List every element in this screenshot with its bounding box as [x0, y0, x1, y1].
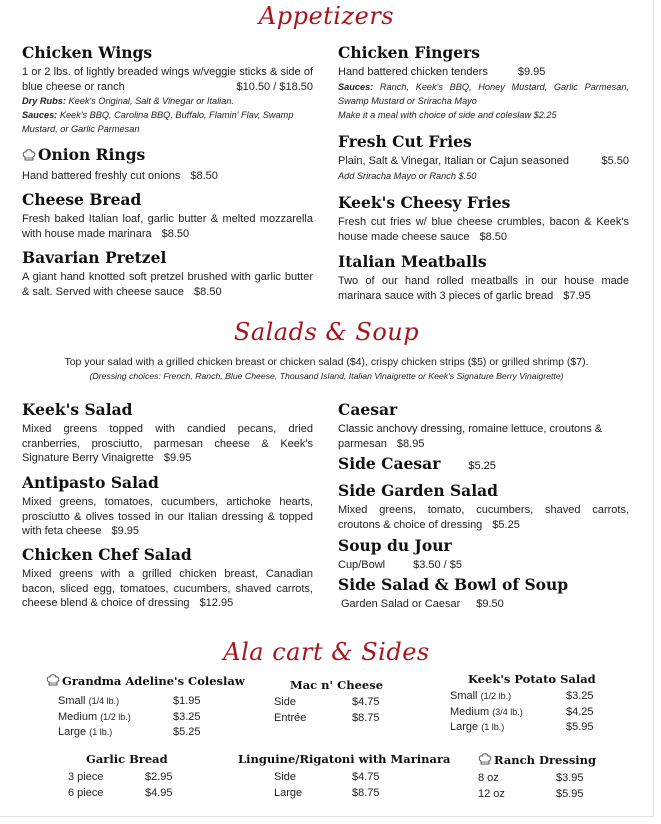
item-name: Chicken Chef Salad	[22, 545, 192, 564]
price-row: Small (1/4 lb.) $1.95	[58, 695, 201, 707]
appetizers-heading: Appetizers	[258, 2, 395, 30]
side-coleslaw	[46, 673, 245, 741]
item-price: $5.25	[492, 518, 520, 531]
item-desc: Cup/Bowl $3.50 / $5	[338, 559, 463, 571]
item-chicken-chef-salad	[22, 545, 313, 611]
price-row: Large (1 lb.) $5.95	[450, 721, 594, 733]
item-name: Chicken Wings	[22, 43, 153, 62]
price-row: Medium (3/4 lb.) $4.25	[450, 705, 594, 718]
item-name: Cheese Bread	[22, 190, 142, 209]
item-desc: Fresh cut fries w/ blue cheese crumbles, bacon & Keek's house made cheese sauce $8.50	[338, 216, 629, 243]
item-price: $9.95	[517, 66, 546, 78]
item-price: $8.50	[161, 227, 190, 240]
item-desc: Hand battered freshly cut onions $8.50	[22, 170, 218, 182]
item-price: $9.95	[111, 525, 140, 537]
item-onion-rings	[22, 145, 313, 184]
item-desc: 1 or 2 lbs. of lightly breaded wings w/veggie sticks & side of blue cheese or ranch $10.50 / $18.50	[22, 66, 313, 93]
side-name: Mac n' Cheese	[290, 678, 384, 692]
item-name: Italian Meatballs	[338, 252, 487, 271]
item-name: Side Garden Salad	[338, 481, 498, 500]
item-cheesy-fries	[338, 193, 629, 244]
side-name: Keek's Potato Salad	[468, 672, 596, 686]
item-price: $8.50	[194, 285, 222, 298]
item-price: $12.95	[199, 597, 234, 609]
item-desc: Mixed greens with a grilled chicken breast, Canadian bacon, sliced egg, tomatoes, cucumbers, shaved carrots, cheese blend & choice of dressing $12.95	[22, 568, 313, 609]
item-desc: Plain, Salt & Vinegar, Italian or Cajun seasoned $5.50	[338, 155, 629, 167]
item-price: $7.95	[563, 289, 591, 302]
price-row: 3 piece $2.95	[68, 771, 173, 783]
price-row: Side $4.75	[274, 771, 380, 783]
price-row: Entrée $8.75	[274, 711, 380, 724]
item-chicken-wings	[22, 43, 313, 136]
item-side-caesar	[338, 454, 629, 476]
item-price: $8.50	[479, 230, 508, 243]
item-bavarian-pretzel	[22, 248, 313, 299]
item-desc: Mixed greens topped with candied pecans, dried cranberries, prosciutto, parmesan cheese & Keek's Signature Berry Vinaigrette $9.95	[22, 423, 313, 464]
price-row: 8 oz $3.95	[478, 772, 584, 784]
item-cheese-bread	[22, 190, 313, 241]
item-italian-meatballs	[338, 252, 629, 303]
price-row: 6 piece $4.95	[68, 786, 173, 799]
item-price: $8.95	[396, 437, 425, 450]
item-name: Onion Rings	[38, 145, 146, 164]
item-price: $10.50 / $18.50	[236, 80, 313, 93]
side-name: Garlic Bread	[86, 752, 168, 766]
item-price: $3.50 / $5	[413, 559, 463, 571]
salads-heading: Salads & Soup	[233, 318, 420, 346]
item-name: Fresh Cut Fries	[338, 132, 472, 151]
item-side-garden-salad	[338, 481, 629, 532]
wing-sauces: Sauces: Keek's BBQ, Carolina BBQ, Buffalo, Flamin' Flav, Swamp Mustard, or Garlic Parmesan	[22, 110, 294, 134]
item-caesar	[338, 400, 629, 451]
item-price: $5.25	[468, 460, 496, 472]
item-name: Caesar	[338, 400, 398, 419]
item-price: $5.50	[601, 155, 629, 167]
item-desc: A giant hand knotted soft pretzel brushed with garlic butter & salt. Served with cheese sauce $8.50	[22, 271, 313, 298]
item-name: Chicken Fingers	[338, 43, 480, 62]
item-name: Keek's Salad	[22, 400, 133, 419]
meal-note: Make it a meal with choice of side and coleslaw $2.25	[338, 109, 557, 120]
item-desc: Garden Salad or Caesar $9.50	[341, 598, 504, 610]
item-desc: Mixed greens, tomato, cucumbers, shaved carrots, croutons & choice of dressing $5.25	[338, 504, 629, 531]
item-name: Bavarian Pretzel	[22, 248, 167, 267]
dressing-choices: (Dressing choices: French, Ranch, Blue Cheese, Thousand Island, Italian Vinaigrette or Keek's Signature Berry Vinaigrette)	[89, 371, 564, 381]
item-name: Antipasto Salad	[22, 473, 159, 492]
item-desc: Mixed greens, tomatoes, cucumbers, artichoke hearts, prosciutto & olives tossed in our Italian dressing & topped with feta cheese $9.95	[22, 496, 313, 537]
item-side-salad-bowl-soup	[338, 575, 629, 612]
price-row: 12 oz $5.95	[478, 787, 584, 800]
item-soup-du-jour	[338, 536, 629, 573]
item-fresh-cut-fries	[338, 132, 629, 183]
item-chicken-fingers	[338, 43, 629, 122]
price-row: Medium (1/2 lb.) $3.25	[58, 710, 201, 723]
salad-topping-intro: Top your salad with a grilled chicken breast or chicken salad ($4), crispy chicken strips ($5) or grilled shrimp ($7).	[64, 356, 589, 368]
side-mac-cheese	[274, 678, 404, 726]
item-name: Side Caesar	[338, 454, 441, 473]
dry-rubs: Dry Rubs: Keek's Original, Salt & Vinegar or Italian.	[22, 96, 234, 106]
item-desc: Two of our hand rolled meatballs in our house made marinara sauce with 3 pieces of garlic bread $7.95	[338, 275, 629, 302]
item-name: Soup du Jour	[338, 536, 452, 555]
side-name: Ranch Dressing	[494, 753, 597, 767]
item-desc: Fresh baked Italian loaf, garlic butter & melted mozzarella with house made marinara $8.50	[22, 213, 313, 240]
side-name: Grandma Adeline's Coleslaw	[62, 674, 245, 688]
chef-hat-icon	[46, 673, 60, 690]
item-name: Side Salad & Bowl of Soup	[338, 575, 569, 594]
price-row: Side $4.75	[274, 696, 380, 708]
item-desc: Classic anchovy dressing, romaine lettuce, croutons & parmesan $8.95	[338, 423, 603, 450]
item-price: $8.50	[190, 170, 218, 182]
item-price: $9.95	[163, 452, 192, 464]
price-row: Large (1 lb.) $5.25	[58, 726, 201, 738]
price-row: Large $8.75	[274, 786, 380, 799]
side-potato-salad	[450, 672, 620, 736]
side-ranch-dressing	[478, 752, 628, 802]
item-name: Keek's Cheesy Fries	[338, 193, 511, 212]
chef-hat-icon	[478, 752, 492, 769]
sides-heading: Ala cart & Sides	[223, 638, 430, 666]
chef-hat-icon	[22, 147, 36, 167]
price-row: Small (1/2 lb.) $3.25	[450, 690, 594, 702]
item-desc: Hand battered chicken tenders $9.95	[338, 66, 546, 78]
fries-note: Add Sriracha Mayo or Ranch $.50	[338, 170, 477, 181]
side-name: Linguine/Rigatoni with Marinara	[238, 752, 451, 766]
item-keeks-salad	[22, 400, 313, 466]
side-linguine-rigatoni	[238, 752, 451, 801]
item-price: $9.50	[476, 598, 504, 610]
side-garlic-bread	[68, 752, 208, 801]
item-antipasto-salad	[22, 473, 313, 539]
finger-sauces: Sauces: Ranch, Keek's BBQ, Honey Mustard, Garlic Parmesan, Swamp Mustard or Sriracha Mayo	[338, 81, 629, 106]
